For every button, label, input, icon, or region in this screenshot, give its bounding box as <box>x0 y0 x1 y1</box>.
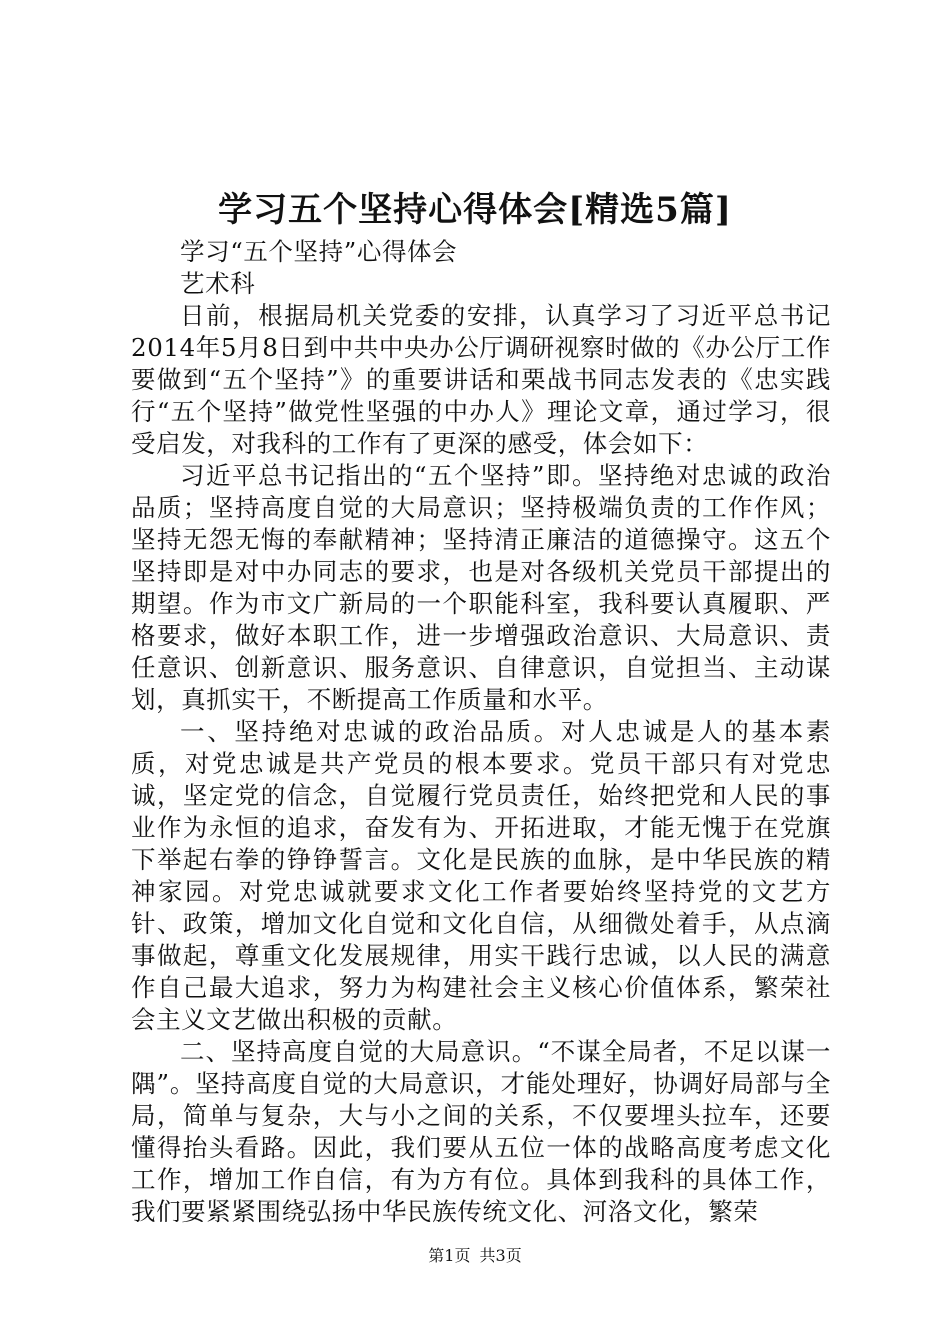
paragraph-five-persistence: 习近平总书记指出的“五个坚持”即。坚持绝对忠诚的政治品质；坚持高度自觉的大局意识；坚持极端负责的工作作风；坚持无怨无悔的奉献精神；坚持清正廉洁的道德操守。这五个坚持即是对中办同志的要求，也是对各级机关党员干部提出的期望。作为市文广新局的一个职能科室，我科要认真履职、严格要求，做好本职工作，进一步增强政治意识、大局意识、责任意识、创新意识、服务意识、自律意识，自觉担当、主动谋划，真抓实干，不断提高工作质量和水平。 <box>131 461 831 714</box>
document-subtitle: 学习“五个坚持”心得体会 <box>180 237 458 266</box>
document-body <box>131 236 831 1228</box>
page-footer <box>0 1243 950 1266</box>
paragraph-intro: 日前，根据局机关党委的安排，认真学习了习近平总书记2014年5月8日到中共中央办公厅调研视察时做的《办公厅工作要做到“五个坚持”》的重要讲话和栗战书同志发表的《忠实践行“五个坚持”做党性坚强的中办人》理论文章，通过学习，很受启发，对我科的工作有了更深的感受，体会如下： <box>131 301 831 458</box>
page-number: 第1页 <box>428 1246 471 1265</box>
document-title: 学习五个坚持心得体会[精选5篇] <box>218 190 732 230</box>
paragraph-section-one: 一、坚持绝对忠诚的政治品质。对人忠诚是人的基本素质，对党忠诚是共产党员的根本要求。党员干部只有对党忠诚，坚定党的信念，自觉履行党员责任，始终把党和人民的事业作为永恒的追求，奋发有为、开拓进取，才能无愧于在党旗下举起右拳的铮铮誓言。文化是民族的血脉，是中华民族的精神家园。对党忠诚就要求文化工作者要始终坚持党的文艺方针、政策，增加文化自觉和文化自信，从细微处着手，从点滴事做起，尊重文化发展规律，用实干践行忠诚，以人民的满意作自己最大追求，努力为构建社会主义核心价值体系，繁荣社会主义文艺做出积极的贡献。 <box>131 717 831 1034</box>
page-total: 共3页 <box>479 1246 522 1265</box>
document-department: 艺术科 <box>180 269 256 298</box>
paragraph-section-two: 二、坚持高度自觉的大局意识。“不谋全局者，不足以谋一隅”。坚持高度自觉的大局意识，才能处理好，协调好局部与全局，简单与复杂，大与小之间的关系，不仅要埋头拉车，还要懂得抬头看路。因此，我们要从五位一体的战略高度考虑文化工作，增加工作自信，有为方有位。具体到我科的具体工作，我们要紧紧围绕弘扬中华民族传统文化、河洛文化，繁荣 <box>131 1037 831 1226</box>
